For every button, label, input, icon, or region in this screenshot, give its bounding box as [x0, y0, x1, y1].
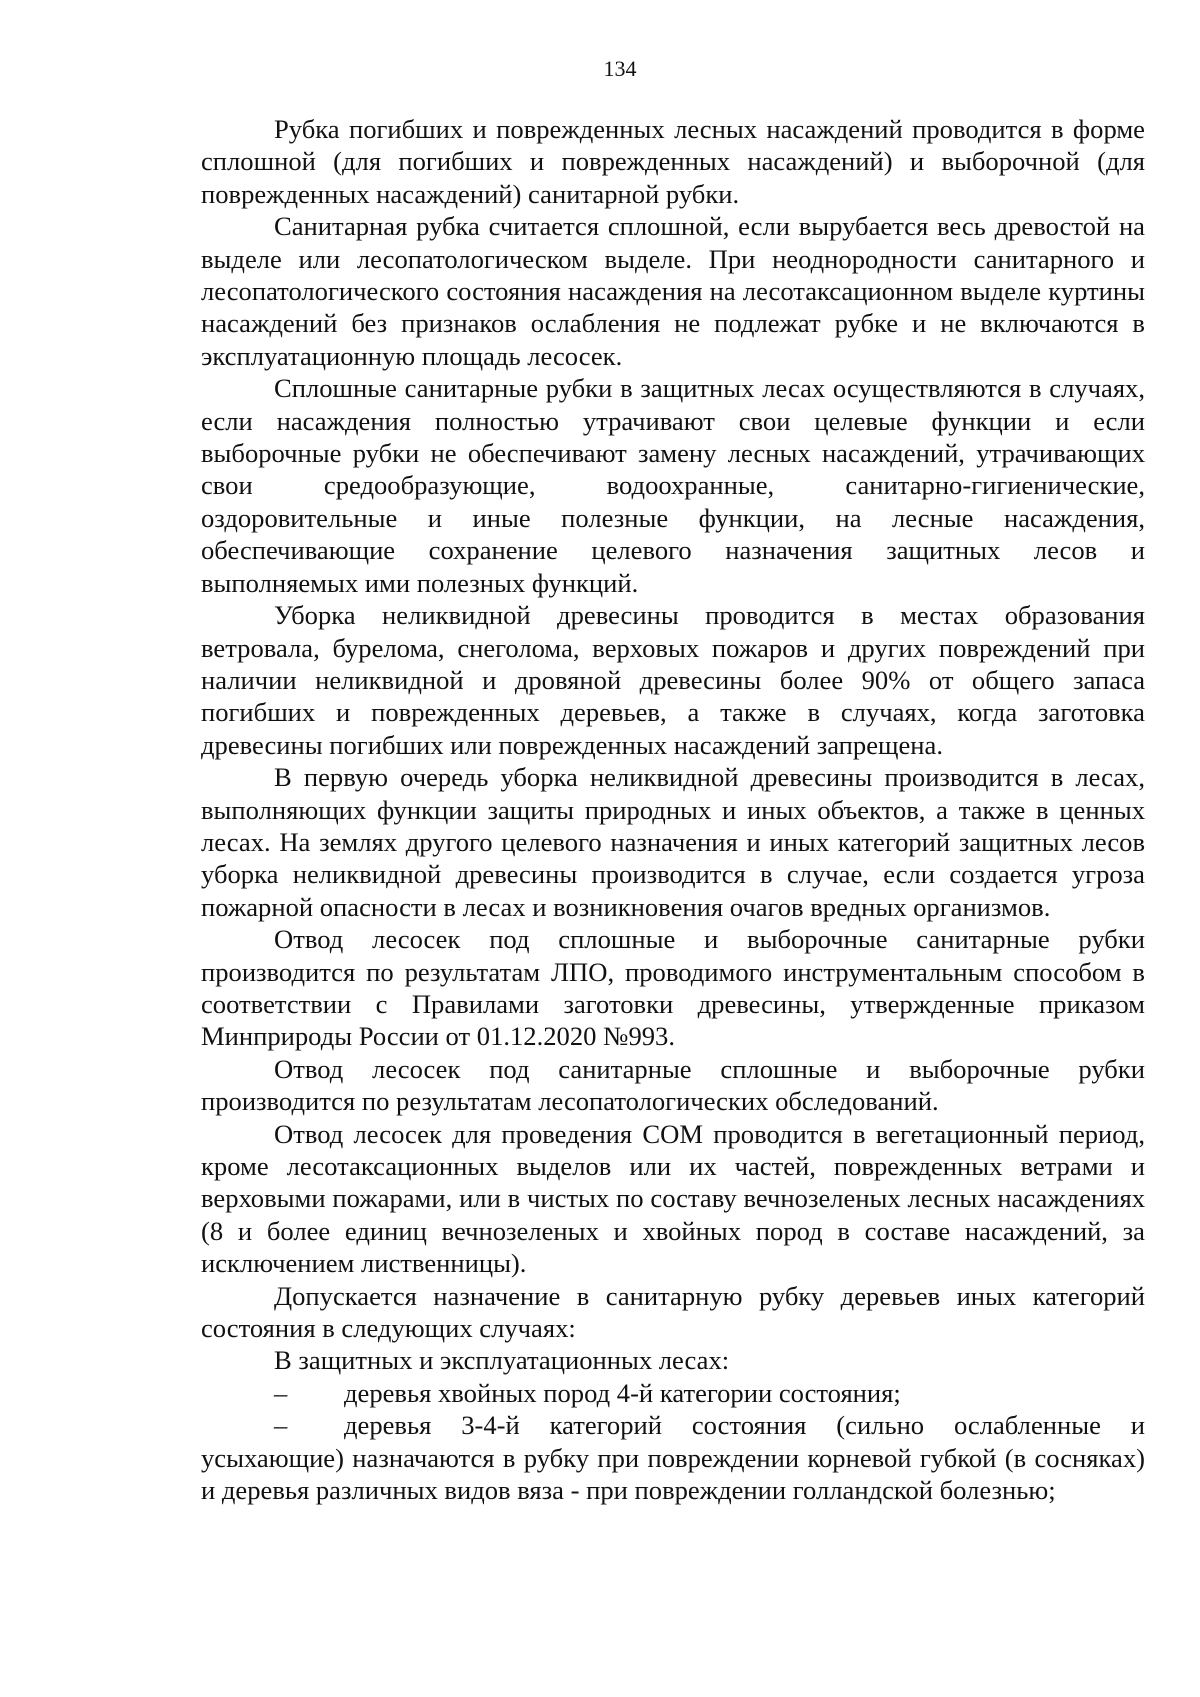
- list-dash: –: [274, 1377, 288, 1408]
- paragraph: Уборка неликвидной древесины проводится в местах образования ветровала, бурелома, снеголома, верховых пожаров и других повреждений при наличии неликвидной и дровяной древесины более 90% от общего запаса погибших и поврежденных деревьев, а также в случаях, когда заготовка древесины погибших или поврежденных насаждений запрещена.: [201, 600, 1145, 760]
- paragraph: В первую очередь уборка неликвидной древесины производится в лесах, выполняющих функции защиты природных и иных объектов, а также в ценных лесах. На землях другого целевого назначения и иных категорий защитных лесов уборка неликвидной древесины производится в случае, если создается угроза пожарной опасности в лесах и возникновения очагов вредных организмов.: [201, 762, 1145, 922]
- list-dash: –: [274, 1410, 288, 1441]
- list-item: [201, 1377, 1145, 1409]
- paragraph: Рубка погибших и поврежденных лесных насаждений проводится в форме сплошной (для погибших и поврежденных насаждений) и выборочной (для поврежденных насаждений) санитарной рубки.: [201, 114, 1145, 209]
- paragraph: Отвод лесосек под санитарные сплошные и выборочные рубки производится по результатам лесопатологических обследований.: [201, 1053, 1145, 1117]
- paragraph: Допускается назначение в санитарную рубку деревьев иных категорий состояния в следующих случаях:: [201, 1280, 1145, 1344]
- paragraph: Сплошные санитарные рубки в защитных лесах осуществляются в случаях, если насаждения полностью утрачивают свои целевые функции и если выборочные рубки не обеспечивают замену лесных насаждений, утрачивающих свои средообразующие, водоохранные, санитарно-гигиенические, оздоровительные и иные полезные функции, на лесные насаждения, обеспечивающие сохранение целевого назначения защитных лесов и выполняемых ими полезных функций.: [201, 373, 1145, 598]
- list-item-text: деревья 3-4-й категорий состояния (сильно ослабленные и усыхающие) назначаются в рубку при повреждении корневой губкой (в сосняках) и деревья различных видов вяза - при повреждении голландской болезнью;: [201, 1410, 1145, 1506]
- list-item: [201, 1409, 1145, 1506]
- paragraph: Отвод лесосек под сплошные и выборочные санитарные рубки производится по результатам ЛПО, проводимого инструментальным способом в соответствии с Правилами заготовки древесины, утвержденные приказом Минприроды России от 01.12.2020 №993.: [201, 924, 1145, 1052]
- paragraph: Санитарная рубка считается сплошной, если вырубается весь древостой на выделе или лесопатологическом выделе. При неоднородности санитарного и лесопатологического состояния насаждения на лесотаксационном выделе куртины насаждений без признаков ослабления не подлежат рубке и не включаются в эксплуатационную площадь лесосек.: [201, 211, 1145, 371]
- document-body: [201, 113, 1145, 1506]
- paragraph: В защитных и эксплуатационных лесах:: [274, 1345, 730, 1376]
- list-item-text: деревья хвойных пород 4-й категории состояния;: [344, 1377, 901, 1408]
- paragraph: Отвод лесосек для проведения СОМ проводится в вегетационный период, кроме лесотаксационных выделов или их частей, поврежденных ветрами и верховыми пожарами, или в чистых по составу вечнозеленых лесных насаждениях (8 и более единиц вечнозеленых и хвойных пород в составе насаждений, за исключением лиственницы).: [201, 1118, 1145, 1279]
- page-number: 134: [603, 56, 637, 81]
